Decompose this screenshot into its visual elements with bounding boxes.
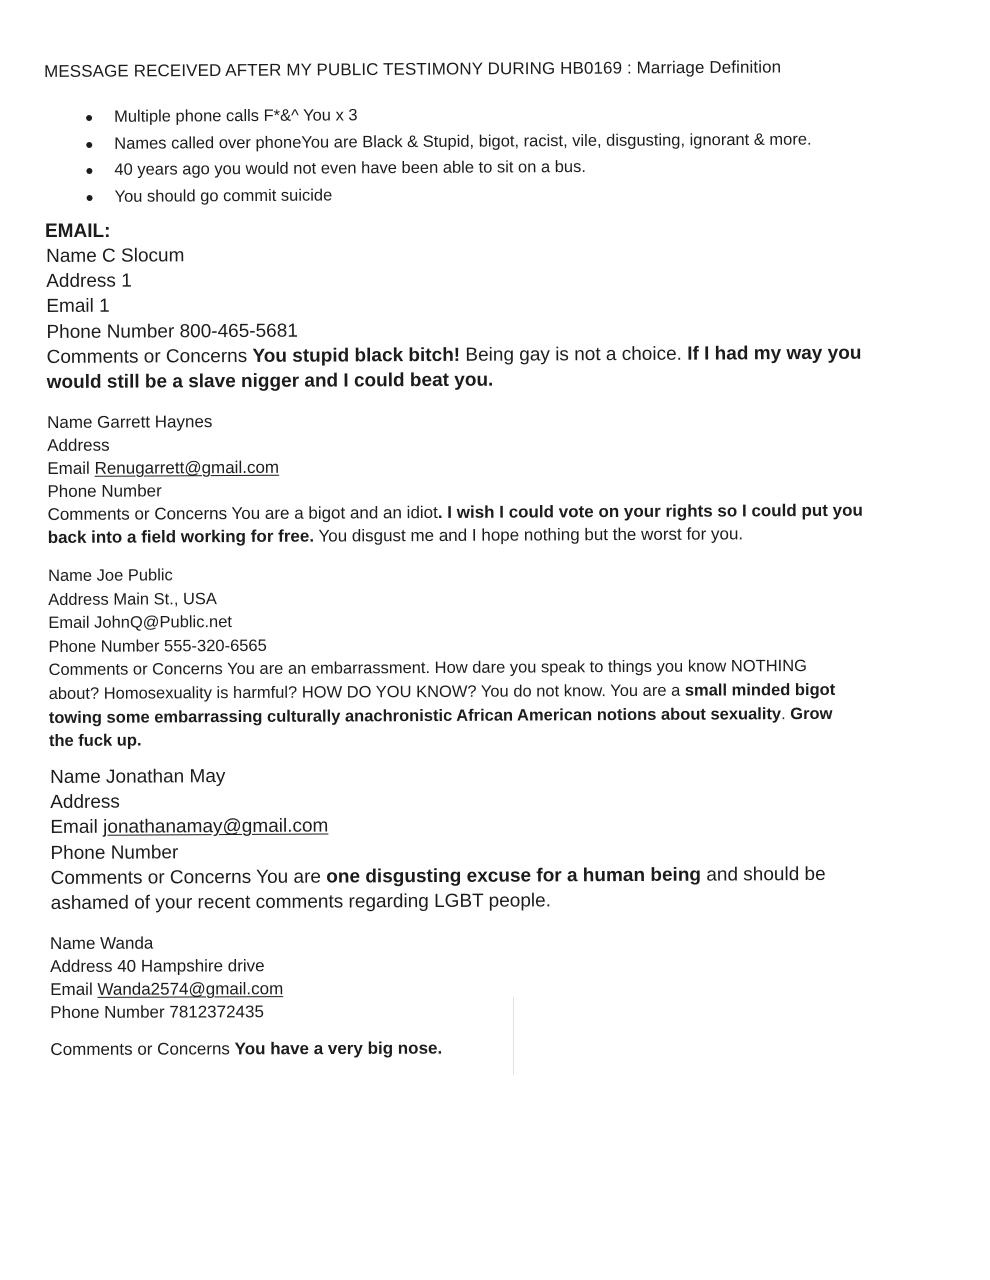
comment-text: Comments or Concerns You are [50, 866, 327, 889]
email-record [48, 561, 836, 754]
comment-bold-text: If I had my way you [687, 342, 862, 365]
comment-bold-text: would still be a slave nigger and I could beat you. [46, 369, 494, 394]
record-phone: Phone Number 7812372435 [50, 1002, 264, 1023]
comment-line [51, 887, 826, 916]
list-item [84, 179, 812, 210]
record-email-label: Email [50, 817, 104, 839]
record-name: Name Joe Public [48, 566, 173, 585]
record-name: Name Garrett Haynes [47, 412, 213, 432]
phone-call-text: You should go commit suicide [114, 185, 333, 206]
record-address: Address Main St., USA [48, 589, 217, 609]
comment-text: Comments or Concerns You are a bigot and an idiot [47, 503, 438, 525]
comment-bold-text: You stupid black bitch! [252, 344, 461, 367]
comment-bold-text: small minded bigot [684, 680, 836, 700]
comment-line [47, 341, 862, 370]
record-phone: Phone Number 800-465-5681 [46, 320, 298, 343]
comment-line [49, 702, 836, 730]
record-email-label: Email [47, 458, 95, 479]
email-record [46, 240, 862, 395]
comment-text: Comments or Concerns [46, 345, 253, 368]
record-phone: Phone Number [50, 841, 179, 864]
record-name: Name Jonathan May [50, 766, 226, 788]
record-email-label: Email 1 [46, 296, 110, 318]
comment-text: Comments or Concerns You are an embarrassment. How dare you speak to things you know NOTHING [48, 657, 808, 680]
record-comments [50, 1037, 442, 1061]
record-email-link[interactable]: Renugarrett@gmail.com [94, 457, 280, 478]
record-address: Address [47, 435, 110, 456]
comment-text: about? Homosexuality is harmful? HOW DO YOU KNOW? You do not know. You are a [48, 681, 685, 703]
record-email-link[interactable]: Wanda2574@gmail.com [97, 979, 284, 1000]
record-phone: Phone Number 555-320-6565 [48, 636, 267, 656]
comment-text: Being gay is not a choice. [460, 343, 688, 366]
record-name: Name C Slocum [46, 245, 185, 267]
bullet-icon [86, 115, 92, 121]
comment-bold-text: back into a field working for free. [47, 527, 315, 548]
comment-text: ashamed of your recent comments regarding LGBT people. [50, 890, 552, 915]
record-email [50, 977, 442, 1001]
record-address: Address [50, 791, 120, 814]
comment-text: . [781, 704, 791, 723]
record-email-link[interactable]: jonathanamay@gmail.com [103, 815, 329, 839]
record-email-label: Email JohnQ@Public.net [48, 613, 233, 633]
bullet-icon [86, 141, 92, 147]
document-title: MESSAGE RECEIVED AFTER MY PUBLIC TESTIMONY DURING HB0169 : Marriage Definition [44, 57, 782, 81]
comment-text: Comments or Concerns [50, 1039, 235, 1060]
record-comments [47, 341, 862, 396]
email-section-heading: EMAIL: [45, 221, 111, 242]
comment-line [51, 862, 826, 891]
record-address: Address 40 Hampshire drive [50, 956, 265, 977]
email-record [50, 761, 826, 916]
comment-line [49, 679, 836, 707]
comment-bold-text: the fuck up. [48, 731, 142, 751]
email-record [50, 931, 442, 1062]
record-comments [48, 655, 835, 753]
email-record [47, 407, 863, 550]
comment-line [48, 522, 863, 549]
comment-bold-text: You have a very big nose. [234, 1039, 443, 1059]
record-email-label: Email [50, 980, 98, 1000]
comment-bold-text: . I wish I could vote on your rights so I could put you [437, 501, 863, 523]
phone-call-text: Names called over phoneYou are Black & Stupid, bigot, racist, vile, disgusting, ignorant & more. [114, 130, 812, 153]
record-address: Address 1 [46, 270, 132, 293]
phone-calls-list [84, 100, 812, 210]
comment-line [50, 1037, 442, 1061]
record-name: Name Wanda [50, 933, 154, 953]
comment-bold-text: one disgusting excuse for a human being [326, 864, 702, 888]
comment-line [49, 726, 836, 754]
comment-bold-text: Grow [790, 704, 833, 723]
record-phone: Phone Number [47, 481, 162, 502]
bullet-icon [86, 168, 92, 174]
scan-artifact-line [513, 997, 514, 1075]
record-comments [51, 862, 826, 916]
comment-text: You disgust me and I hope nothing but the worst for you. [314, 524, 744, 547]
bullet-icon [87, 194, 93, 200]
comment-line [47, 366, 862, 395]
phone-call-text: Multiple phone calls F*&^ You x 3 [114, 106, 358, 126]
record-comments [47, 499, 863, 549]
comment-bold-text: towing some embarrassing culturally anachronistic African American notions about sexuality [48, 704, 782, 727]
phone-call-text: 40 years ago you would not even have been able to sit on a bus. [114, 157, 586, 179]
comment-text: and should be [700, 863, 826, 886]
